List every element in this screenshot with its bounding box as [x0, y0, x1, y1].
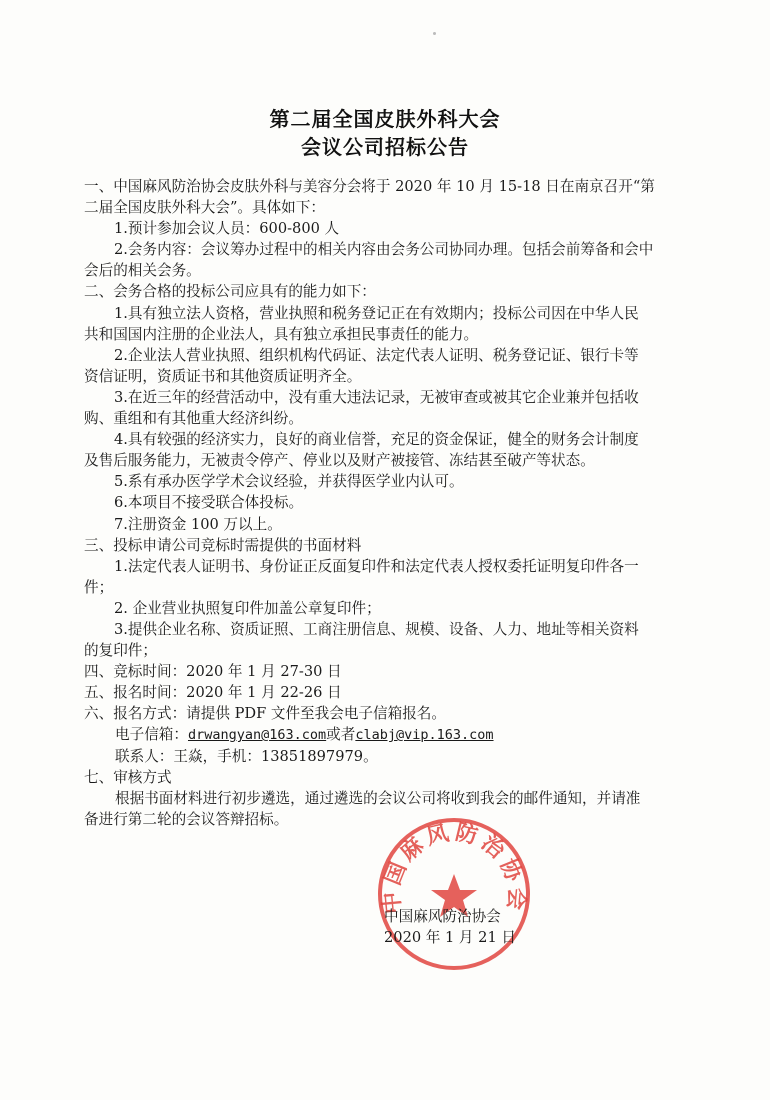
item-2-4-line-2: 及售后服务能力，无被责令停产、停业以及财产被接管、冻结甚至破产等状态。 [84, 452, 595, 470]
para-1-line-1: 一、中国麻风防治协会皮肤外科与美容分会将于 2020 年 10 月 15-18 日在南京召开“第 [84, 178, 655, 195]
item-2-2-line-1: 2.企业法人营业执照、组织机构代码证、法定代表人证明、税务登记证、银行卡等 [114, 346, 639, 364]
item-2-3-line-2: 购、重组和有其他重大经济纠纷。 [84, 410, 303, 428]
item-2-7: 7.注册资金 100 万以上。 [114, 515, 282, 533]
para-1-line-2: 二届全国皮肤外科大会”。具体如下： [84, 199, 325, 217]
item-2-3-line-1: 3.在近三年的经营活动中，没有重大违法记录，无被审查或被其它企业兼并包括收 [114, 388, 639, 406]
item-3-3-line-1: 3.提供企业名称、资质证照、工商注册信息、规模、设备、人力、地址等相关资料 [114, 620, 639, 638]
email-or: 或者 [326, 726, 356, 744]
contact-line: 联系人：王焱，手机：13851897979。 [115, 747, 378, 765]
section-6-registration-method: 六、报名方式：请提供 PDF 文件至我会电子信箱报名。 [84, 705, 446, 723]
email-link-1[interactable]: drwangyan@163.com [187, 727, 327, 744]
item-2-2-line-2: 资信证明，资质证书和其他资质证明齐全。 [84, 367, 362, 385]
email-link-2[interactable]: clabj@vip.163.com [355, 727, 494, 744]
signature-org: 中国麻风防治协会 [384, 908, 501, 925]
email-label: 电子信箱： [115, 726, 188, 744]
item-3-2: 2. 企业营业执照复印件加盖公章复印件； [114, 599, 381, 617]
item-2-1-line-2: 共和国国内注册的企业法人，具有独立承担民事责任的能力。 [84, 325, 479, 343]
doc-title-line2: 会议公司招标公告 [301, 135, 469, 159]
scan-speck [433, 32, 436, 35]
item-2-5: 5.系有承办医学学术会议经验，并获得医学业内认可。 [114, 473, 464, 491]
item-3-3-line-2: 的复印件； [84, 642, 157, 660]
svg-text:中国麻风防治协会: 中国麻风防治协会 [379, 820, 529, 915]
item-3-1-line-2: 件； [84, 578, 114, 596]
section-7-heading: 七、审核方式 [84, 768, 172, 786]
item-2-4-line-1: 4.具有较强的经济实力，良好的商业信誉，充足的资金保证，健全的财务会计制度 [114, 431, 639, 449]
item-1-2-line-2: 会后的相关会务。 [84, 262, 201, 280]
section-5-registration-time: 五、报名时间：2020 年 1 月 22-26 日 [84, 684, 342, 702]
section-4-bid-time: 四、竞标时间：2020 年 1 月 27-30 日 [84, 663, 342, 681]
item-1-1: 1.预计参加会议人员：600-800 人 [114, 220, 340, 238]
item-3-1-line-1: 1.法定代表人证明书、身份证正反面复印件和法定代表人授权委托证明复印件各一 [114, 557, 639, 575]
signature-date: 2020 年 1 月 21 日 [384, 929, 516, 946]
section-3-heading: 三、投标申请公司竞标时需提供的书面材料 [84, 536, 362, 554]
doc-title-line1: 第二届全国皮肤外科大会 [269, 107, 501, 131]
item-1-2-line-1: 2.会务内容：会议筹办过程中的相关内容由会务公司协同办理。包括会前筹备和会中 [114, 241, 654, 259]
email-line [84, 724, 694, 745]
official-seal [374, 814, 534, 974]
section-7-line-2: 备进行第二轮的会议答辩招标。 [84, 810, 289, 828]
item-2-6: 6.本项目不接受联合体投标。 [114, 494, 304, 512]
doc-body [84, 176, 694, 830]
item-2-1-line-1: 1.具有独立法人资格，营业执照和税务登记正在有效期内；投标公司因在中华人民 [114, 304, 639, 322]
section-2-heading: 二、会务合格的投标公司应具有的能力如下： [84, 283, 376, 301]
section-7-line-1: 根据书面材料进行初步遴选，通过遴选的会议公司将收到我会的邮件通知，并请准 [115, 789, 641, 807]
